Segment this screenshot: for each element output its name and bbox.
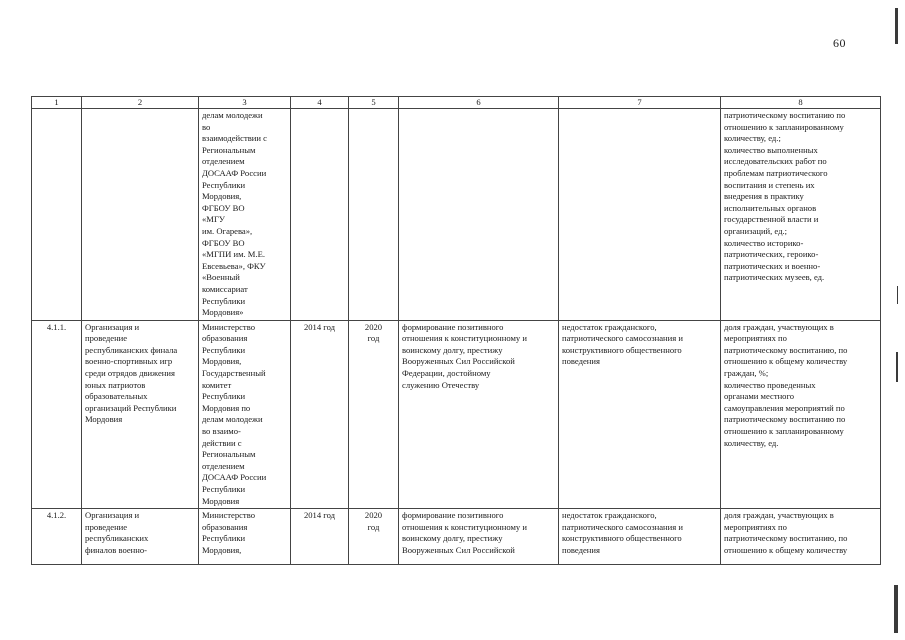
executors: делам молодежи во взаимодействии с Региональным отделением ДОСААФ России Республики Мордовия, ФГБОУ ВО «МГУ им. Огарева», ФГБОУ ВО «МГПИ им. М.Е. Евсевьева», ФКУ «Военный комиссариат Республики Мордовия» [199,109,291,321]
col-header-6: 6 [399,97,559,109]
expected-result: формирование позитивного отношения к конституционному и воинскому долгу, престижу Вооруженных Сил Российской [399,509,559,565]
page-number: 60 [833,36,846,50]
consequences: недостаток гражданского, патриотического самосознания и конструктивного общественного поведения [559,509,721,565]
expected-result [399,109,559,321]
consequences: недостаток гражданского, патриотического самосознания и конструктивного общественного поведения [559,320,721,509]
col-header-2: 2 [82,97,199,109]
table-row [32,109,881,321]
col-header-1: 1 [32,97,82,109]
executors: Министерство образования Республики Мордовия, [199,509,291,565]
scan-mark [896,352,898,382]
indicators: доля граждан, участвующих в мероприятиях по патриотическому воспитанию, по отношению к общему количеству [721,509,881,565]
end-year: 2020 год [349,320,399,509]
col-header-7: 7 [559,97,721,109]
expected-result: формирование позитивного отношения к конституционному и воинскому долгу, престижу Вооруженных Сил Российской Федерации, достойному служению Отечеству [399,320,559,509]
col-header-8: 8 [721,97,881,109]
end-year [349,109,399,321]
scan-mark [894,585,898,633]
start-year [291,109,349,321]
indicators: патриотическому воспитанию по отношению к запланированному количеству, ед.; количество выполненных исследовательских работ по проблемам патриотического воспитания и степень их внедрения в практику исполнительных органов государственной власти и организаций, ед.; количество историко- патриотических, героико- патриотических и военно- патриотических музеев, ед. [721,109,881,321]
col-header-5: 5 [349,97,399,109]
executors: Министерство образования Республики Мордовия, Государственный комитет Республики Мордовия по делам молодежи во взаимо- действии с Региональным отделением ДОСААФ России Республики Мордовия [199,320,291,509]
start-year: 2014 год [291,509,349,565]
start-year: 2014 год [291,320,349,509]
consequences [559,109,721,321]
end-year: 2020 год [349,509,399,565]
event-name: Организация и проведение республиканских финалов военно- [82,509,199,565]
header-row [32,97,881,109]
col-header-3: 3 [199,97,291,109]
col-header-4: 4 [291,97,349,109]
scan-edge-marks [893,0,905,640]
indicators: доля граждан, участвующих в мероприятиях по патриотическому воспитанию, по отношению к общему количеству граждан, %; количество проведенных органами местного самоуправления мероприятий по патриотическому воспитанию по отношению к запланированному количеству, ед. [721,320,881,509]
table-row [32,320,881,509]
row-number: 4.1.1. [32,320,82,509]
row-number [32,109,82,321]
row-number: 4.1.2. [32,509,82,565]
table-row [32,509,881,565]
event-name [82,109,199,321]
scan-mark [897,286,898,304]
scan-mark [895,8,898,44]
program-table [31,96,881,565]
event-name: Организация и проведение республиканских финала военно-спортивных игр среди отрядов движения юных патриотов образовательных организаций Республики Мордовия [82,320,199,509]
